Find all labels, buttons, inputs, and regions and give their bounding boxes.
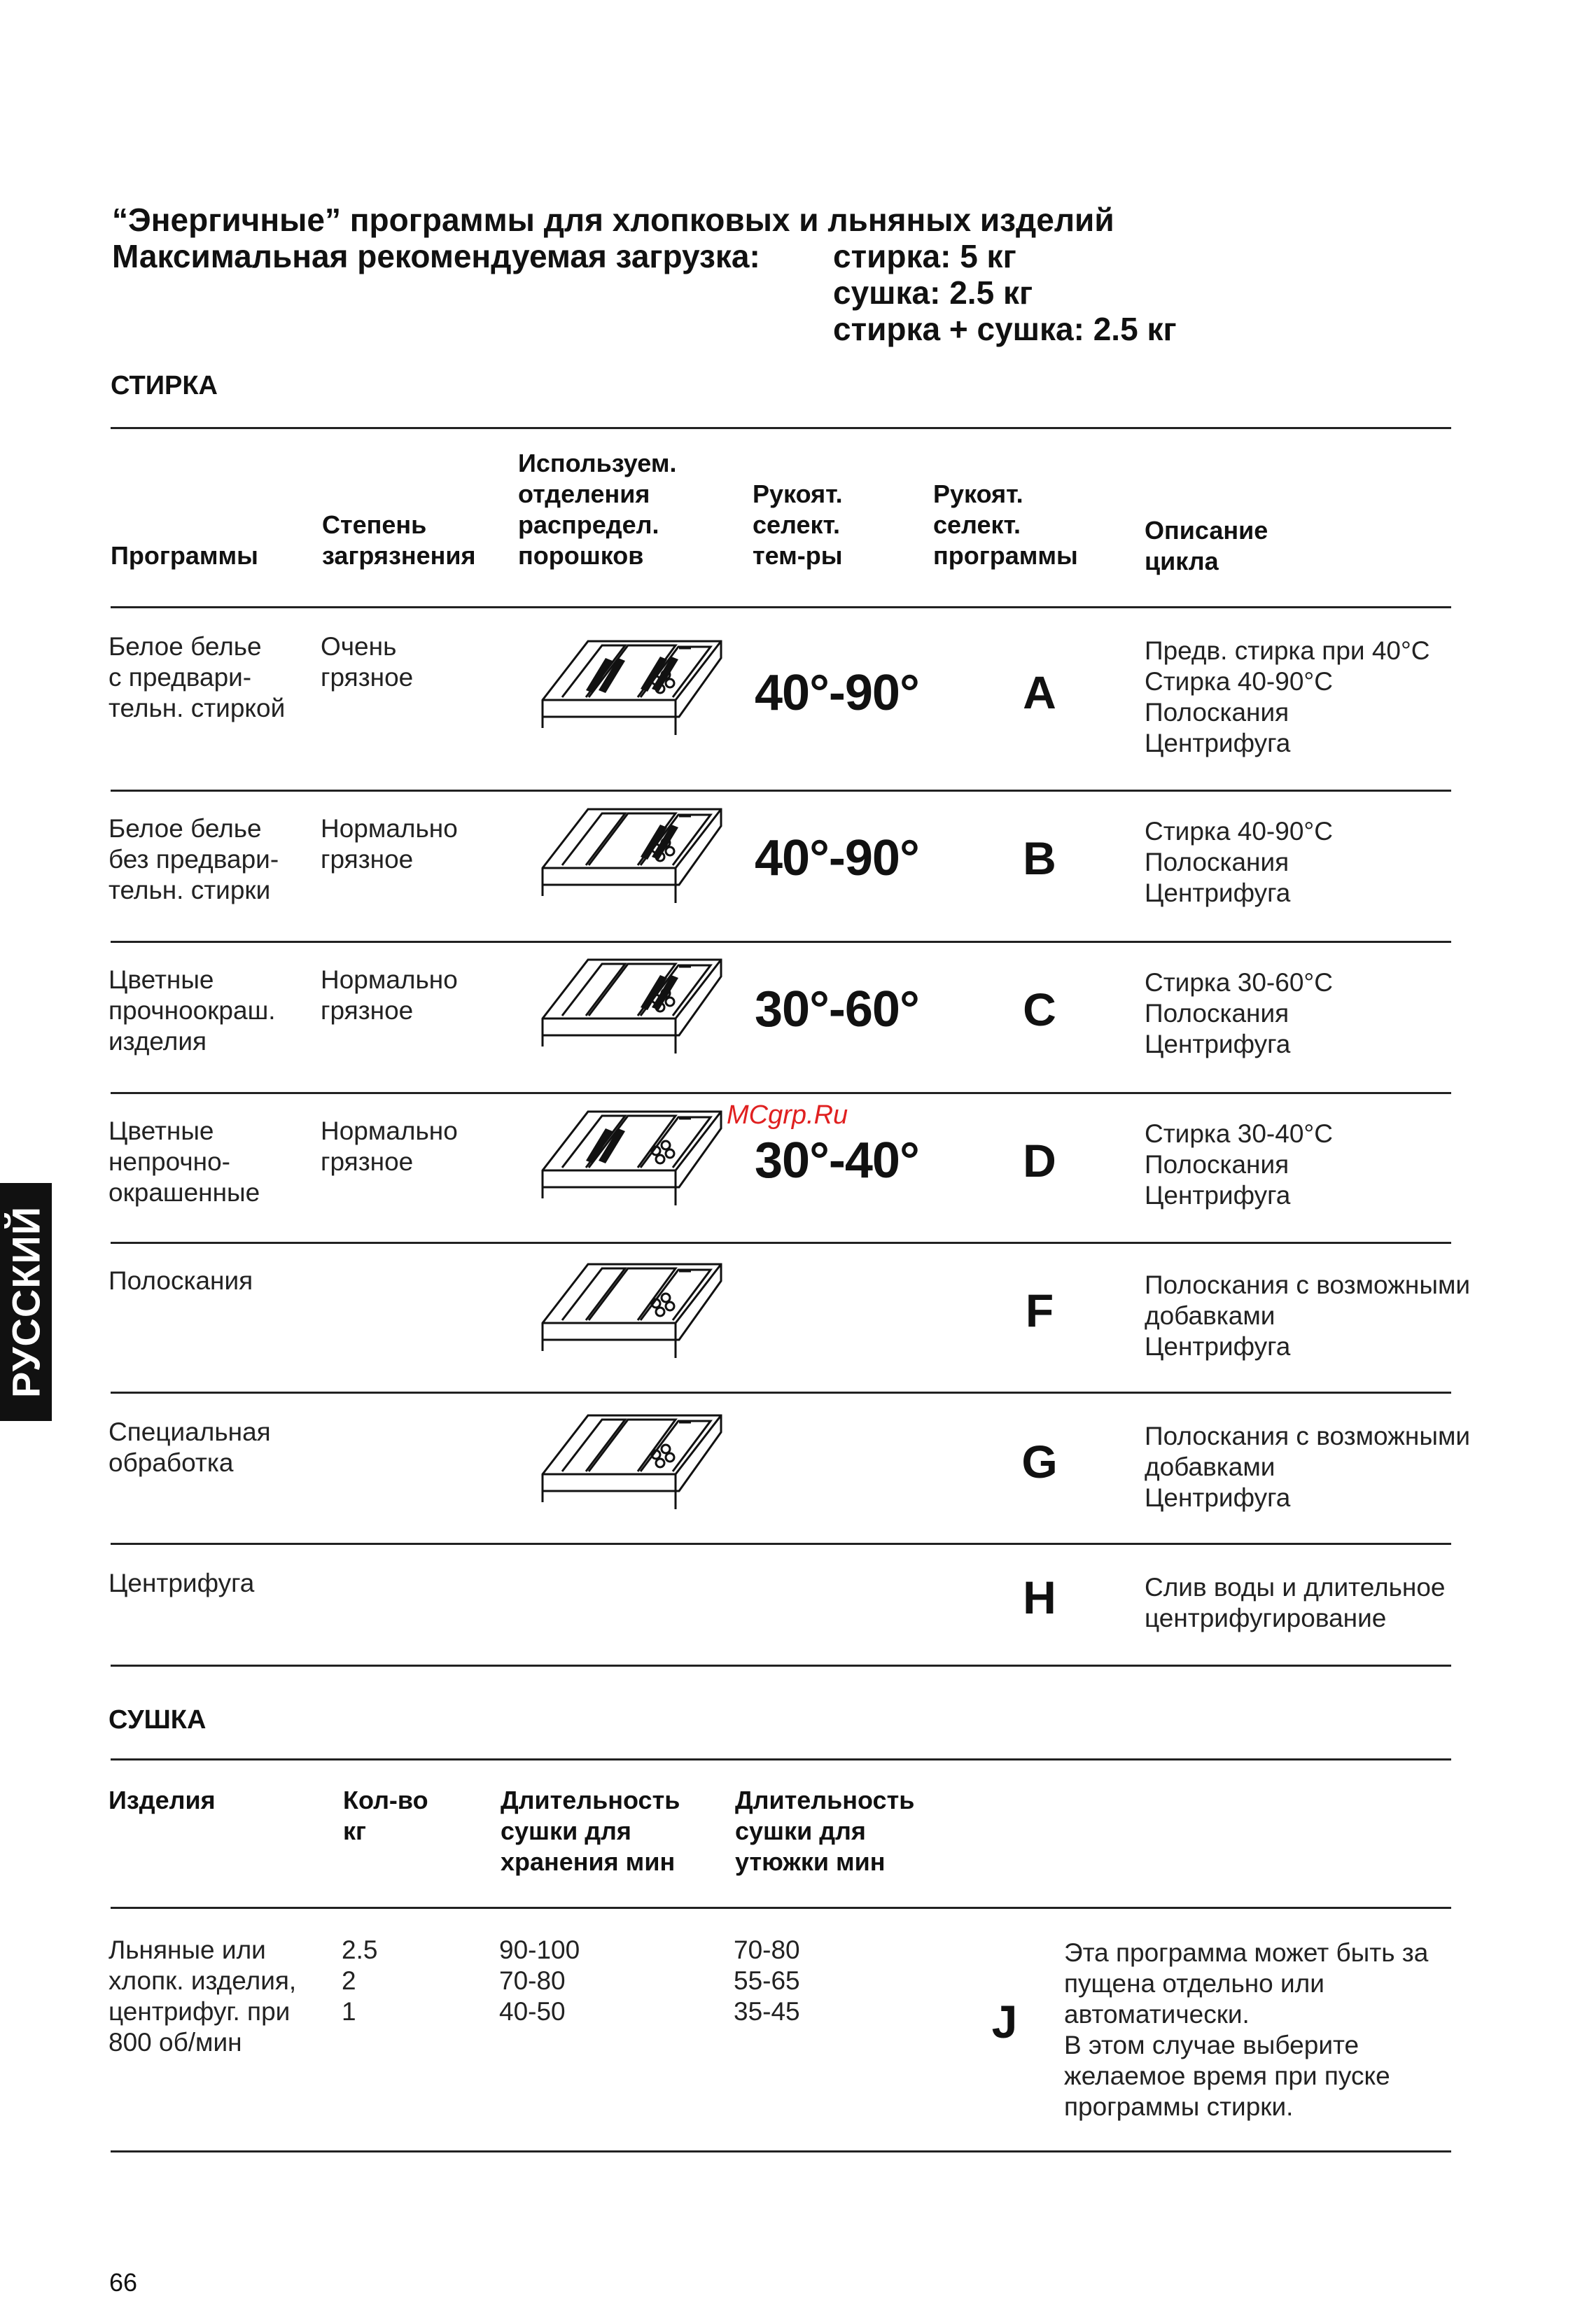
divider	[111, 1665, 1451, 1667]
col-ironing-time	[735, 1785, 914, 1877]
dry-note-line: автоматически.	[1064, 2000, 1250, 2029]
divider	[111, 427, 1451, 429]
dry-qty-value: 1	[342, 1997, 356, 2026]
divider	[111, 2150, 1451, 2152]
row-desc-line: Стирка 40-90°С	[1145, 667, 1333, 696]
detergent-drawer-icon	[536, 948, 732, 1054]
row-desc-line: Центрифуга	[1145, 878, 1291, 907]
program-letter: G	[1021, 1436, 1058, 1488]
row-program-line: окрашенные	[109, 1178, 260, 1207]
row-description	[1145, 1572, 1446, 1634]
load-wash-dry: стирка + сушка: 2.5 кг	[833, 311, 1177, 347]
dry-qty	[342, 1935, 377, 2027]
col-store-line: Длительность	[501, 1786, 680, 1814]
row-program	[109, 1568, 254, 1599]
col-comp-line: отделения	[518, 479, 650, 508]
row-soil-line: Нормально	[321, 814, 458, 843]
row-desc-line: Стирка 30-60°С	[1145, 968, 1333, 997]
row-soil	[321, 631, 413, 693]
col-prog-line: программы	[933, 541, 1078, 570]
page-number: 66	[109, 2268, 138, 2297]
dry-note	[1064, 1938, 1428, 2122]
program-letter: B	[1023, 832, 1056, 884]
temp-range: 30°-40°	[755, 1133, 919, 1189]
row-soil-line: Очень	[321, 632, 397, 661]
dry-store-value: 40-50	[499, 1997, 566, 2026]
col-temp-line: Рукоят.	[753, 479, 843, 508]
dry-section-title: СУШКА	[109, 1705, 207, 1735]
col-prog-line: селект.	[933, 510, 1021, 539]
row-description	[1145, 1270, 1470, 1362]
col-iron-line: сушки для	[735, 1816, 866, 1845]
dry-item-line: 800 об/мин	[109, 2028, 242, 2057]
language-tab	[0, 1183, 52, 1421]
dry-item-line: хлопк. изделия,	[109, 1966, 297, 1995]
col-compartments	[518, 448, 676, 571]
row-desc-line: центрифугирование	[1145, 1604, 1387, 1632]
row-program-line: Цветные	[109, 1116, 214, 1145]
col-prog-line: Рукоят.	[933, 479, 1023, 508]
program-letter: D	[1023, 1135, 1056, 1186]
row-desc-line: Центрифуга	[1145, 1030, 1291, 1058]
col-soil-line: Степень	[322, 510, 427, 539]
dry-note-line: программы стирки.	[1064, 2092, 1294, 2121]
dry-note-line: желаемое время при пуске	[1064, 2062, 1390, 2090]
col-temp-line: селект.	[753, 510, 840, 539]
row-description	[1145, 967, 1333, 1060]
row-desc-line: Центрифуга	[1145, 1483, 1291, 1512]
row-program	[109, 1417, 271, 1478]
row-program-line: Центрифуга	[109, 1569, 255, 1597]
dry-item-line: центрифуг. при	[109, 1997, 291, 2026]
row-soil	[321, 813, 458, 875]
dry-note-line: В этом случае выберите	[1064, 2031, 1359, 2059]
dry-iron-value: 70-80	[734, 1935, 800, 1964]
row-desc-line: Полоскания	[1145, 999, 1289, 1028]
row-program-line: тельн. стиркой	[109, 694, 286, 722]
row-description	[1145, 1119, 1333, 1211]
dry-qty-value: 2	[342, 1966, 356, 1995]
detergent-drawer-icon	[536, 1253, 732, 1358]
row-description	[1145, 636, 1430, 759]
col-store-line: сушки для	[501, 1816, 631, 1845]
detergent-drawer-icon	[536, 1100, 732, 1205]
row-program	[109, 813, 279, 906]
dry-store-value: 70-80	[499, 1966, 566, 1995]
divider	[111, 1092, 1451, 1094]
program-letter: C	[1023, 983, 1056, 1035]
divider	[111, 1242, 1451, 1244]
divider	[111, 1907, 1451, 1909]
col-storage-time	[501, 1785, 680, 1877]
row-soil-line: грязное	[321, 845, 414, 874]
col-item: Изделия	[109, 1786, 216, 1814]
row-desc-line: Стирка 30-40°С	[1145, 1119, 1333, 1148]
row-desc-line: Центрифуга	[1145, 729, 1291, 757]
row-program-line: Цветные	[109, 965, 214, 994]
row-program-line: Полоскания	[109, 1266, 253, 1295]
row-program-line: Специальная	[109, 1418, 271, 1446]
col-soil-line: загрязнения	[322, 541, 476, 570]
col-qty-line: кг	[343, 1816, 367, 1845]
program-letter: A	[1023, 666, 1056, 718]
col-qty	[343, 1785, 428, 1847]
divider	[111, 606, 1451, 608]
program-letter: H	[1023, 1572, 1056, 1623]
row-desc-line: Полоскания	[1145, 1150, 1289, 1179]
col-temp-knob	[753, 479, 843, 571]
title-line: “Энергичные” программы для хлопковых и льняных изделий	[112, 202, 1114, 238]
load-dry: сушка: 2.5 кг	[833, 274, 1033, 311]
row-program	[109, 965, 276, 1057]
col-comp-line: распредел.	[518, 510, 659, 539]
divider	[111, 941, 1451, 943]
row-desc-line: Полоскания	[1145, 698, 1289, 727]
program-letter: F	[1025, 1284, 1054, 1336]
col-program-knob	[933, 479, 1078, 571]
dry-storage-time	[499, 1935, 580, 2027]
row-program-line: прочноокраш.	[109, 996, 276, 1025]
col-description	[1145, 515, 1268, 577]
watermark: MCgrp.Ru	[727, 1100, 848, 1130]
row-soil	[321, 1116, 458, 1177]
row-desc-line: Центрифуга	[1145, 1332, 1291, 1361]
row-desc-line: Полоскания с возможными	[1145, 1270, 1471, 1299]
dry-item-line: Льняные или	[109, 1935, 266, 1964]
row-desc-line: Полоскания с возможными	[1145, 1422, 1471, 1450]
col-desc-line: Описание	[1145, 516, 1268, 545]
dry-note-line: Эта программа может быть за	[1064, 1938, 1429, 1967]
row-desc-line: Стирка 40-90°С	[1145, 817, 1333, 846]
row-soil	[321, 965, 458, 1026]
col-temp-line: тем-ры	[753, 541, 843, 570]
divider	[111, 790, 1451, 792]
row-program-line: с предвари-	[109, 663, 252, 692]
row-soil-line: грязное	[321, 663, 414, 692]
col-store-line: хранения мин	[501, 1847, 676, 1876]
row-program-line: изделия	[109, 1027, 207, 1056]
divider	[111, 1392, 1451, 1394]
detergent-drawer-icon	[536, 798, 732, 903]
divider	[111, 1543, 1451, 1545]
divider	[111, 1758, 1451, 1760]
row-desc-line: добавками	[1145, 1452, 1275, 1481]
col-program: Программы	[111, 541, 258, 570]
col-comp-line: Используем.	[518, 449, 677, 477]
temp-range: 40°-90°	[755, 830, 919, 886]
row-soil-line: Нормально	[321, 1116, 458, 1145]
dry-iron-value: 35-45	[734, 1997, 800, 2026]
detergent-drawer-icon	[536, 1404, 732, 1509]
col-qty-line: Кол-во	[343, 1786, 428, 1814]
temp-range: 40°-90°	[755, 665, 919, 721]
row-program-line: обработка	[109, 1448, 234, 1477]
row-program-line: Белое белье	[109, 632, 262, 661]
row-desc-line: Предв. стирка при 40°С	[1145, 636, 1430, 665]
dry-note-line: пущена отдельно или	[1064, 1969, 1324, 1998]
language-tab-label: РУССКИЙ	[4, 1205, 48, 1399]
row-program	[109, 1116, 260, 1208]
dry-ironing-time	[734, 1935, 800, 2027]
row-program-line: непрочно-	[109, 1147, 230, 1176]
program-letter: J	[991, 1996, 1018, 2047]
row-description	[1145, 816, 1333, 909]
dry-qty-value: 2.5	[342, 1935, 378, 1964]
row-desc-line: Центрифуга	[1145, 1181, 1291, 1210]
row-program-line: без предвари-	[109, 845, 279, 874]
col-iron-line: Длительность	[735, 1786, 915, 1814]
row-soil-line: грязное	[321, 996, 414, 1025]
col-iron-line: утюжки мин	[735, 1847, 886, 1876]
col-comp-line: порошков	[518, 541, 644, 570]
row-soil-line: Нормально	[321, 965, 458, 994]
row-desc-line: добавками	[1145, 1301, 1275, 1330]
col-soil	[322, 510, 476, 571]
row-program	[109, 1266, 253, 1296]
row-description	[1145, 1421, 1470, 1513]
dry-item	[109, 1935, 296, 2058]
wash-section-title: СТИРКА	[111, 371, 218, 400]
row-desc-line: Полоскания	[1145, 848, 1289, 876]
row-soil-line: грязное	[321, 1147, 414, 1176]
temp-range: 30°-60°	[755, 981, 919, 1037]
row-desc-line: Слив воды и длительное	[1145, 1573, 1446, 1602]
row-program-line: тельн. стирки	[109, 876, 271, 904]
dry-store-value: 90-100	[499, 1935, 580, 1964]
row-program-line: Белое белье	[109, 814, 262, 843]
row-program	[109, 631, 285, 724]
detergent-drawer-icon	[536, 630, 732, 735]
col-desc-line: цикла	[1145, 547, 1219, 575]
max-load-label: Максимальная рекомендуемая загрузка:	[112, 238, 760, 274]
load-wash: стирка: 5 кг	[833, 238, 1016, 274]
dry-iron-value: 55-65	[734, 1966, 800, 1995]
